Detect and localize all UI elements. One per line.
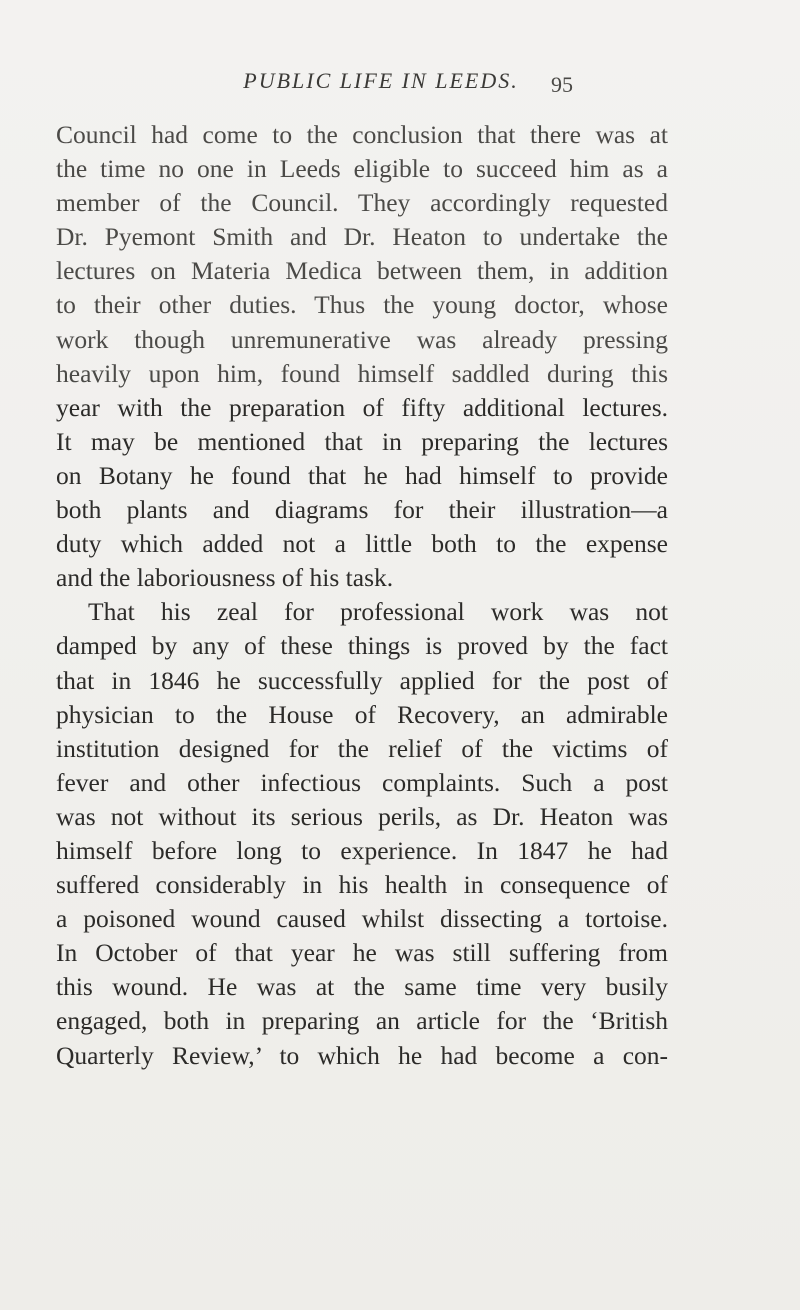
text-line: Dr. Pyemont Smith and Dr. Heaton to undertake the: [56, 222, 668, 252]
text-line: work though unremunerative was already pressing: [56, 324, 668, 354]
text-line: the time no one in Leeds eligible to succeed him as a: [56, 154, 668, 184]
text-line: was not without its serious perils, as Dr. Heaton was: [56, 801, 668, 831]
text-line: himself before long to experience. In 1847 he had: [56, 835, 668, 865]
text-line: lectures on Materia Medica between them, in addition: [56, 256, 668, 286]
text-line: to their other duties. Thus the young doctor, whose: [56, 290, 668, 320]
body-text: [56, 118, 668, 1073]
text-line: year with the preparation of fifty additional lectures.: [56, 392, 668, 422]
text-line: duty which added not a little both to the expense: [56, 529, 668, 559]
text-line: engaged, both in preparing an article for the ‘British: [56, 1006, 668, 1036]
running-title: PUBLIC LIFE IN LEEDS.: [243, 68, 519, 93]
text-line: fever and other infectious complaints. Such a post: [56, 767, 668, 797]
text-line: on Botany he found that he had himself to provide: [56, 460, 668, 490]
text-line: member of the Council. They accordingly requested: [56, 188, 668, 218]
paragraph-end-line: and the laboriousness of his task.: [56, 563, 394, 593]
text-line: Quarterly Review,’ to which he had become a con-: [56, 1040, 668, 1070]
text-line: a poisoned wound caused whilst dissecting a tortoise.: [56, 904, 668, 934]
text-line: damped by any of these things is proved by the fact: [56, 631, 668, 661]
text-line: physician to the House of Recovery, an admirable: [56, 699, 668, 729]
page-number: 95: [551, 72, 573, 97]
text-line: that in 1846 he successfully applied for the post of: [56, 665, 668, 695]
running-head: [0, 68, 800, 108]
text-line: institution designed for the relief of the victims of: [56, 733, 668, 763]
text-line: In October of that year he was still suffering from: [56, 938, 668, 968]
text-line: suffered considerably in his health in consequence of: [56, 870, 668, 900]
paragraph-start-line: That his zeal for professional work was not: [88, 597, 668, 627]
text-line: this wound. He was at the same time very busily: [56, 972, 668, 1002]
text-line: It may be mentioned that in preparing the lectures: [56, 426, 668, 456]
text-line: heavily upon him, found himself saddled during this: [56, 358, 668, 388]
text-line: Council had come to the conclusion that there was at: [56, 120, 668, 149]
text-line: both plants and diagrams for their illustration—a: [56, 495, 668, 525]
